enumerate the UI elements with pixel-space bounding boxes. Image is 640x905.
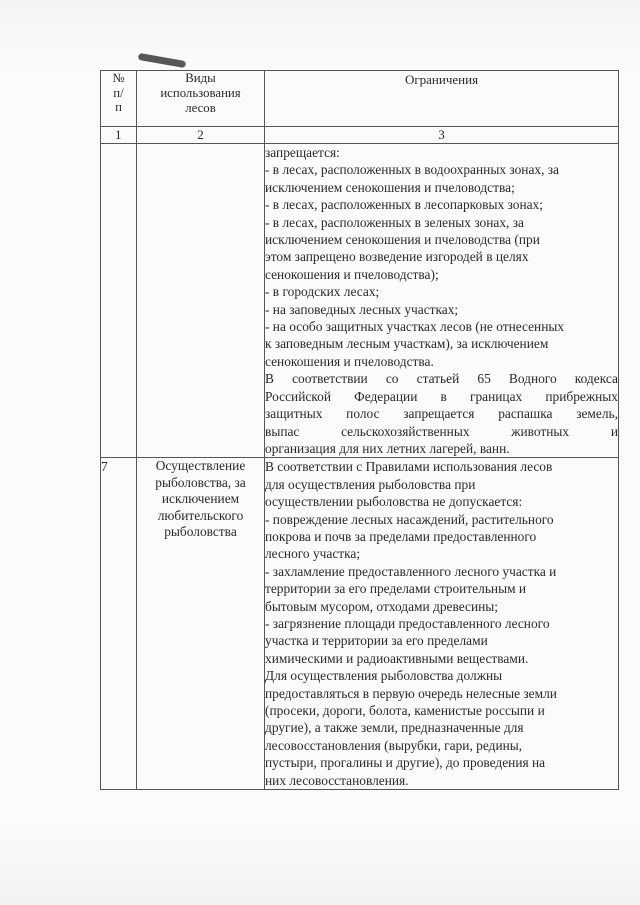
restrictions-table [100, 70, 619, 790]
row-restrictions-text: запрещается: - в лесах, расположенных в водоохранных зонах, за исключением сенокошения и пчеловодства; - в лесах, расположенных в лесопарковых зонах; - в лесах, расположенных в зеленых зонах, за исключением сенокошения и пчеловодства (при этом запрещено возведение изгородей в целях сенокошения и пчеловодства); - в городских лесах; - на заповедных лесных участках; - на особо защитных участках лесов (не отнесенных к заповедным лесным участкам), за исключением сенокошения и пчеловодства. В соответствии со статьей 65 Водного кодекса Российской Федерации в границах прибрежных защитных полос запрещается распашка земель, выпас сельскохозяйственных животных и организация для них летних лагерей, ванн. [265, 145, 618, 456]
table-row-continued [101, 144, 619, 458]
column-number: 3 [265, 127, 619, 144]
justified-line: защитных полос запрещается распашка земель, [265, 406, 618, 422]
row-kind: Осуществление рыболовства, за исключением любительского рыболовства [137, 458, 265, 790]
header-restrictions: Ограничения [265, 71, 619, 127]
column-numbering-row [101, 127, 619, 144]
justified-line: выпас сельскохозяйственных животных и [265, 423, 618, 439]
row-number [101, 144, 137, 458]
scan-shadow-top [0, 0, 640, 70]
row-kind [137, 144, 265, 458]
row-restrictions-text: В соответствии с Правилами использования лесов для осуществления рыболовства при осуществлении рыболовства не допускается: - повреждение лесных насаждений, растительного покрова и почв за пределами предоставленного лесного участка; - захламление предоставленного лесного участка и территории за его пределами строительным и бытовым мусором, отходами древесины; - загрязнение площади предоставленного лесного участка и территории за его пределами химическими и радиоактивными веществами. Для осуществления рыболовства должны предоставляться в первую очередь нелесные земли (просеки, дороги, болота, каменистые россыпи и другие), а также земли, предназначенные для лесовосстановления (вырубки, гари, редины, пустыри, прогалины и другие), до проведения на них лесовосстановления. [265, 458, 619, 790]
header-number: № п/ п [101, 71, 137, 127]
justified-line: В соответствии со статьей 65 Водного кодекса [265, 371, 618, 387]
justified-line: Российской Федерации в границах прибрежных [265, 388, 618, 404]
table-row-7 [101, 458, 619, 790]
column-number: 2 [137, 127, 265, 144]
column-number: 1 [101, 127, 137, 144]
scan-shadow-bottom [0, 820, 640, 905]
row-number: 7 [101, 458, 137, 790]
table-header-row [101, 71, 619, 127]
header-kind: Виды использования лесов [137, 71, 265, 127]
